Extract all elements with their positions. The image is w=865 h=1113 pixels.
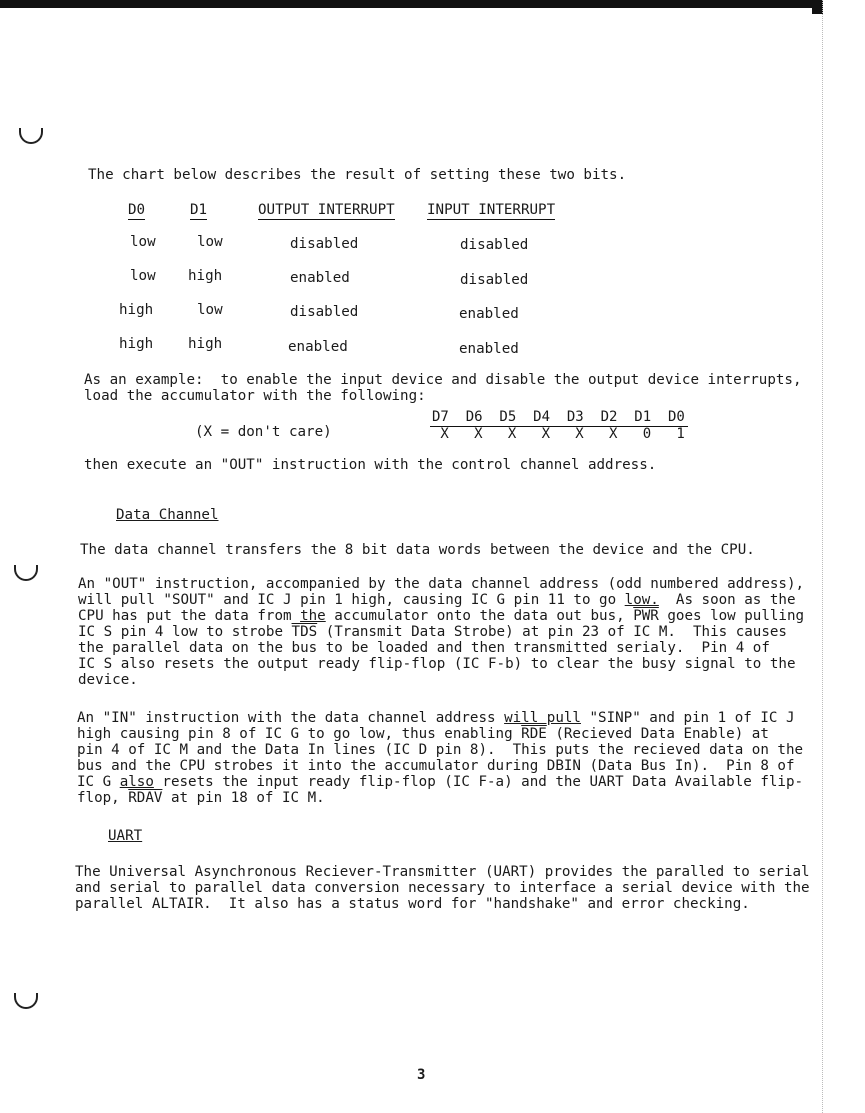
example-line-3: then execute an "OUT" instruction with the control channel address.	[84, 457, 657, 473]
para-2-line: will pull "SOUT" and IC J pin 1 high, causing IC G pin 11 to go low. As soon as the	[78, 592, 796, 608]
example-line-1: As an example: to enable the input device and disable the output device interrupts,	[84, 372, 802, 388]
para-3-line: high causing pin 8 of IC G to go low, thus enabling $\overline{RDE}$ (Recieved Data Enable) at	[77, 726, 769, 742]
uart-line: The Universal Asynchronous Reciever-Transmitter (UART) provides the paralled to serial	[75, 864, 810, 880]
para-3-line: IC G also resets the input ready flip-flop (IC F-a) and the UART Data Available flip-	[77, 774, 804, 790]
table-cell: high	[119, 302, 154, 318]
table-header-input: INPUT INTERRUPT	[427, 202, 556, 218]
para-2-line: An "OUT" instruction, accompanied by the data channel address (odd numbered address),	[78, 576, 805, 592]
table-header-output: OUTPUT INTERRUPT	[258, 202, 395, 218]
table-cell: enabled	[459, 306, 519, 322]
table-cell: disabled	[460, 272, 529, 288]
bit-labels: D7 D6 D5 D4 D3 D2 D1 D0	[432, 409, 685, 425]
uart-heading: UART	[108, 828, 143, 844]
table-cell: enabled	[459, 341, 519, 357]
para-2-line: IC S also resets the output ready flip-flop (IC F-b) to clear the busy signal to the	[78, 656, 796, 672]
table-cell: disabled	[290, 236, 359, 252]
uart-line: and serial to parallel data conversion necessary to interface a serial device with the	[75, 880, 810, 896]
para-3-line: bus and the CPU strobes it into the accumulator during DBIN (Data Bus In). Pin 8 of	[77, 758, 795, 774]
right-edge-line	[822, 0, 824, 1113]
para-3-line: pin 4 of IC M and the Data In lines (IC D pin 8). This puts the recieved data on the	[77, 742, 804, 758]
table-cell: low	[130, 234, 156, 250]
para-2-line: CPU has put the data from the accumulator onto the data out bus, $\overline{PWR}$ goes low pulling	[78, 608, 805, 624]
table-cell: low	[130, 268, 156, 284]
para-2-line: device.	[78, 672, 138, 688]
table-cell: disabled	[290, 304, 359, 320]
table-cell: low	[197, 302, 223, 318]
data-channel-para-1: The data channel transfers the 8 bit data words between the device and the CPU.	[80, 542, 755, 558]
bit-values: X X X X X X 0 1	[432, 426, 685, 442]
para-2-line: IC S pin 4 low to strobe $\overline{TDS}$ (Transmit Data Strobe) at pin 23 of IC M. This causes	[78, 624, 787, 640]
binder-hole-mark	[14, 993, 38, 1009]
table-cell: enabled	[288, 339, 348, 355]
table-cell: low	[197, 234, 223, 250]
table-cell: high	[188, 336, 223, 352]
para-3-line: flop, RDAV at pin 18 of IC M.	[77, 790, 325, 806]
table-cell: disabled	[460, 237, 529, 253]
top-border	[0, 0, 823, 8]
table-header-d0: D0	[128, 202, 146, 218]
para-2-line: the parallel data on the bus to be loaded and then transmitted serialy. Pin 4 of	[78, 640, 770, 656]
uart-line: parallel ALTAIR. It also has a status word for "handshake" and error checking.	[75, 896, 750, 912]
table-cell: high	[188, 268, 223, 284]
table-cell: enabled	[290, 270, 350, 286]
page-number: 3	[417, 1067, 426, 1083]
table-cell: high	[119, 336, 154, 352]
dont-care-note: (X = don't care)	[195, 424, 332, 440]
binder-hole-mark	[14, 565, 38, 581]
data-channel-heading: Data Channel	[116, 507, 219, 523]
table-header-d1: D1	[190, 202, 208, 218]
binder-hole-mark	[19, 128, 43, 144]
intro-text: The chart below describes the result of setting these two bits.	[88, 167, 627, 183]
example-line-2: load the accumulator with the following:	[84, 388, 426, 404]
para-3-line: An "IN" instruction with the data channel address will pull "SINP" and pin 1 of IC J	[77, 710, 795, 726]
